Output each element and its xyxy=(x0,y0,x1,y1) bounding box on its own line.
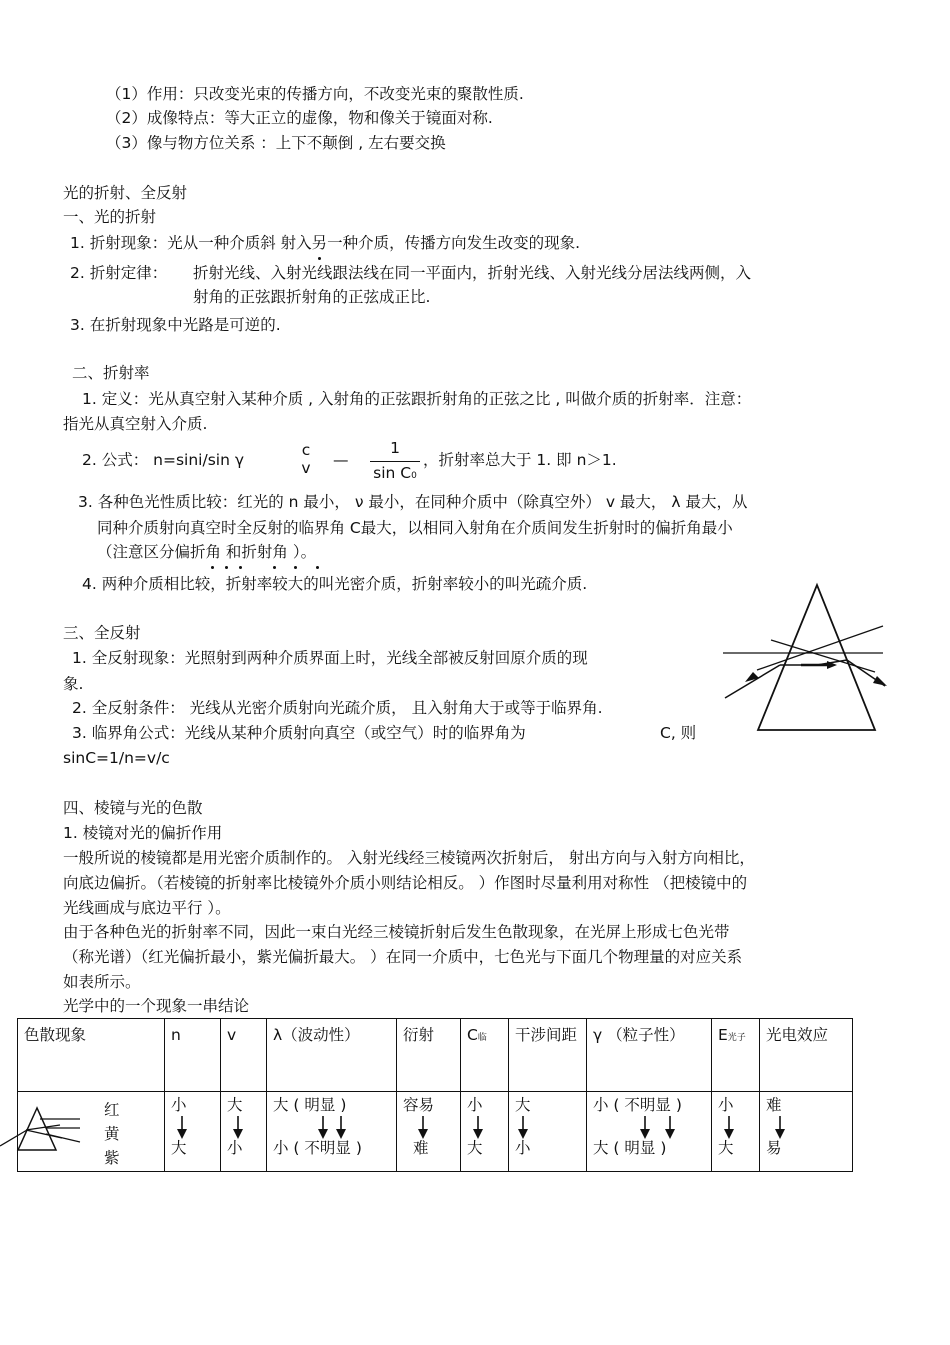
emphasis-dot xyxy=(294,566,297,569)
prism-para1: 一般所说的棱镜都是用光密介质制作的。 入射光线经三棱镜两次折射后， 射出方向与入射方向相比， xyxy=(63,849,755,867)
mirror-line-3: （3）像与物方位关系 ：上下不颠倒 , 左右要交换 xyxy=(106,134,446,152)
arrow-head xyxy=(745,672,759,682)
header-v: v xyxy=(221,1019,267,1092)
arrow-down-icon xyxy=(721,1115,741,1141)
value-top: 小 xyxy=(467,1096,483,1114)
prism-para1-cont: 向底边偏折。（若棱镜的折射率比棱镜外介质小则结论相反。 ）作图时尽量利用对称性 （把棱镜中的 xyxy=(63,874,748,892)
arrow-down-icon xyxy=(515,1115,535,1141)
index-p1: 1. 定义：光从真空射入某种介质 , 入射角的正弦跟折射角的正弦之比 , 叫做介质的折射率．注意： xyxy=(82,390,752,408)
section-title: 光的折射、全反射 xyxy=(63,184,188,202)
table-header-row xyxy=(18,1019,853,1092)
value-bottom: 小 ( 不明显 ) xyxy=(273,1138,362,1157)
refraction-p2-label: 2. 折射定律： xyxy=(70,264,168,282)
fraction-numerator: 1 xyxy=(390,439,400,457)
cell-v xyxy=(221,1092,267,1172)
header-photoelectric: 光电效应 xyxy=(760,1019,853,1092)
fraction-1-over-sinc xyxy=(370,441,420,481)
refraction-heading: 一、光的折射 xyxy=(63,208,157,226)
value-bottom: 大 ( 明显 ) xyxy=(593,1138,667,1157)
mirror-line-1: （1）作用：只改变光束的传播方向，不改变光束的聚散性质. xyxy=(106,85,524,103)
formula-dash: — xyxy=(333,451,349,469)
tir-p2: 2. 全反射条件： 光线从光密介质射向光疏介质， 且入射角大于或等于临界角. xyxy=(72,699,603,717)
value-top: 大 ( 明显 ) xyxy=(273,1096,347,1114)
prism-small-diagram xyxy=(0,1104,90,1162)
table-caption: 光学中的一个现象一串结论 xyxy=(63,997,250,1015)
emergent-line xyxy=(757,626,883,670)
arrow-head xyxy=(873,676,887,686)
cell-spacing xyxy=(509,1092,587,1172)
prism-sub: 1. 棱镜对光的偏折作用 xyxy=(63,824,223,842)
tir-p1-cont: 象. xyxy=(63,675,84,693)
value-bottom: 易 xyxy=(766,1138,782,1157)
emphasis-dot xyxy=(239,566,242,569)
emphasis-dot xyxy=(211,566,214,569)
mirror-line-2: （2）成像特点：等大正立的虚像，物和像关于镜面对称. xyxy=(106,109,493,127)
header-diffraction: 衍射 xyxy=(397,1019,461,1092)
color-yellow: 黄 xyxy=(104,1125,120,1143)
header-c: C临 xyxy=(461,1019,509,1092)
index-p3-note: （注意区分偏折角 和折射角 ）。 xyxy=(97,543,317,561)
value-top: 大 xyxy=(515,1096,531,1114)
refraction-p3: 3. 在折射现象中光路是可逆的. xyxy=(70,316,281,334)
arrow-down-icon xyxy=(174,1115,194,1141)
index-p1-cont: 指光从真空射入介质. xyxy=(63,415,208,433)
tir-p3: 3. 临界角公式：光线从某种介质射向真空（或空气）时的临界角为 xyxy=(72,724,526,742)
cell-lambda xyxy=(267,1092,397,1172)
tir-heading: 三、全反射 xyxy=(63,624,141,642)
value-bottom: 小 xyxy=(515,1138,531,1157)
arrow-down-icon xyxy=(772,1115,792,1141)
header-lambda: λ（波动性） xyxy=(267,1019,397,1092)
fraction-denominator: sin C0 xyxy=(373,463,417,482)
index-p3-cont: 同种介质射向真空时全反射的临界角 C最大，以相同入射角在介质间发生折射时的偏折角最小 xyxy=(97,519,733,537)
header-n: n xyxy=(165,1019,221,1092)
prism-triangle xyxy=(758,585,875,730)
prism-para2: 由于各种色光的折射率不同，因此一束白光经三棱镜折射后发生色散现象，在光屏上形成七色光带 xyxy=(63,923,730,941)
arrow-down-icon xyxy=(637,1115,697,1141)
cell-e xyxy=(712,1092,760,1172)
cell-diffraction xyxy=(397,1092,461,1172)
fraction-numerator: c xyxy=(301,441,311,459)
header-dispersion: 色散现象 xyxy=(18,1019,165,1092)
color-list xyxy=(104,1098,120,1170)
cell-n xyxy=(165,1092,221,1172)
refraction-p2-text: 折射光线、入射光线跟法线在同一平面内，折射光线、入射光线分居法线两侧，入 xyxy=(193,264,752,282)
emphasis-dot xyxy=(273,566,276,569)
refraction-p1: 1. 折射现象：光从一种介质斜 射入另一种介质，传播方向发生改变的现象. xyxy=(70,234,581,252)
value-top: 难 xyxy=(766,1096,782,1114)
tir-p1: 1. 全反射现象：光照射到两种介质界面上时，光线全部被反射回原介质的现 xyxy=(72,649,588,667)
formula-tail: ，折射率总大于 1. 即 n＞1. xyxy=(423,451,617,469)
dispersion-table xyxy=(17,1018,853,1172)
color-violet: 紫 xyxy=(104,1149,120,1167)
table-row xyxy=(18,1092,853,1172)
cell-colors xyxy=(18,1092,165,1172)
value-bottom: 难 xyxy=(413,1138,429,1157)
index-heading: 二、折射率 xyxy=(72,364,150,382)
color-red: 红 xyxy=(104,1101,120,1119)
tir-formula: sinC=1/n=v/c xyxy=(63,749,170,767)
header-gamma: γ （粒子性） xyxy=(587,1019,712,1092)
cell-c xyxy=(461,1092,509,1172)
value-bottom: 大 xyxy=(171,1138,187,1157)
prism-heading: 四、棱镜与光的色散 xyxy=(63,799,203,817)
header-spacing: 干涉间距 xyxy=(509,1019,587,1092)
value-top: 大 xyxy=(227,1096,243,1114)
value-top: 容易 xyxy=(403,1096,435,1114)
value-top: 小 ( 不明显 ) xyxy=(593,1096,682,1114)
index-p4: 4. 两种介质相比较，折射率较大的叫光密介质，折射率较小的叫光疏介质. xyxy=(82,575,588,593)
arrow-down-icon xyxy=(230,1115,250,1141)
incident-ray xyxy=(725,665,780,698)
arrow-down-icon xyxy=(415,1115,435,1141)
formula-label: 2. 公式： n=sini/sin γ xyxy=(82,451,244,469)
index-p3: 3. 各种色光性质比较：红光的 n 最小， ν 最小，在同种介质中（除真空外） v 最大， λ 最大，从 xyxy=(78,493,748,511)
value-top: 小 xyxy=(718,1096,734,1114)
prism-para2-cont: （称光谱）（红光偏折最小，紫光偏折最大。 ）在同一介质中，七色光与下面几个物理量的对应关系 xyxy=(63,948,743,966)
value-top: 小 xyxy=(171,1096,187,1114)
cell-photoelectric xyxy=(760,1092,853,1172)
emphasis-dot xyxy=(316,566,319,569)
emphasis-dot xyxy=(318,257,321,260)
value-bottom: 大 xyxy=(467,1138,483,1157)
refraction-p2-cont: 射角的正弦跟折射角的正弦成正比. xyxy=(193,288,431,306)
fraction-c-over-v xyxy=(297,443,315,476)
prism-para2-end: 如表所示。 xyxy=(63,973,141,991)
prism-diagram xyxy=(715,580,895,735)
arrow-down-icon xyxy=(313,1115,373,1141)
value-bottom: 小 xyxy=(227,1138,243,1157)
tir-p3-tail: C, 则 xyxy=(660,724,697,742)
header-e: E光子 xyxy=(712,1019,760,1092)
prism-para1-end: 光线画成与底边平行 ）。 xyxy=(63,899,231,917)
refracted-line xyxy=(771,640,875,672)
cell-gamma xyxy=(587,1092,712,1172)
arrow-down-icon xyxy=(470,1115,490,1141)
emphasis-dot xyxy=(225,566,228,569)
value-bottom: 大 xyxy=(718,1138,734,1157)
fraction-denominator: v xyxy=(301,458,311,477)
